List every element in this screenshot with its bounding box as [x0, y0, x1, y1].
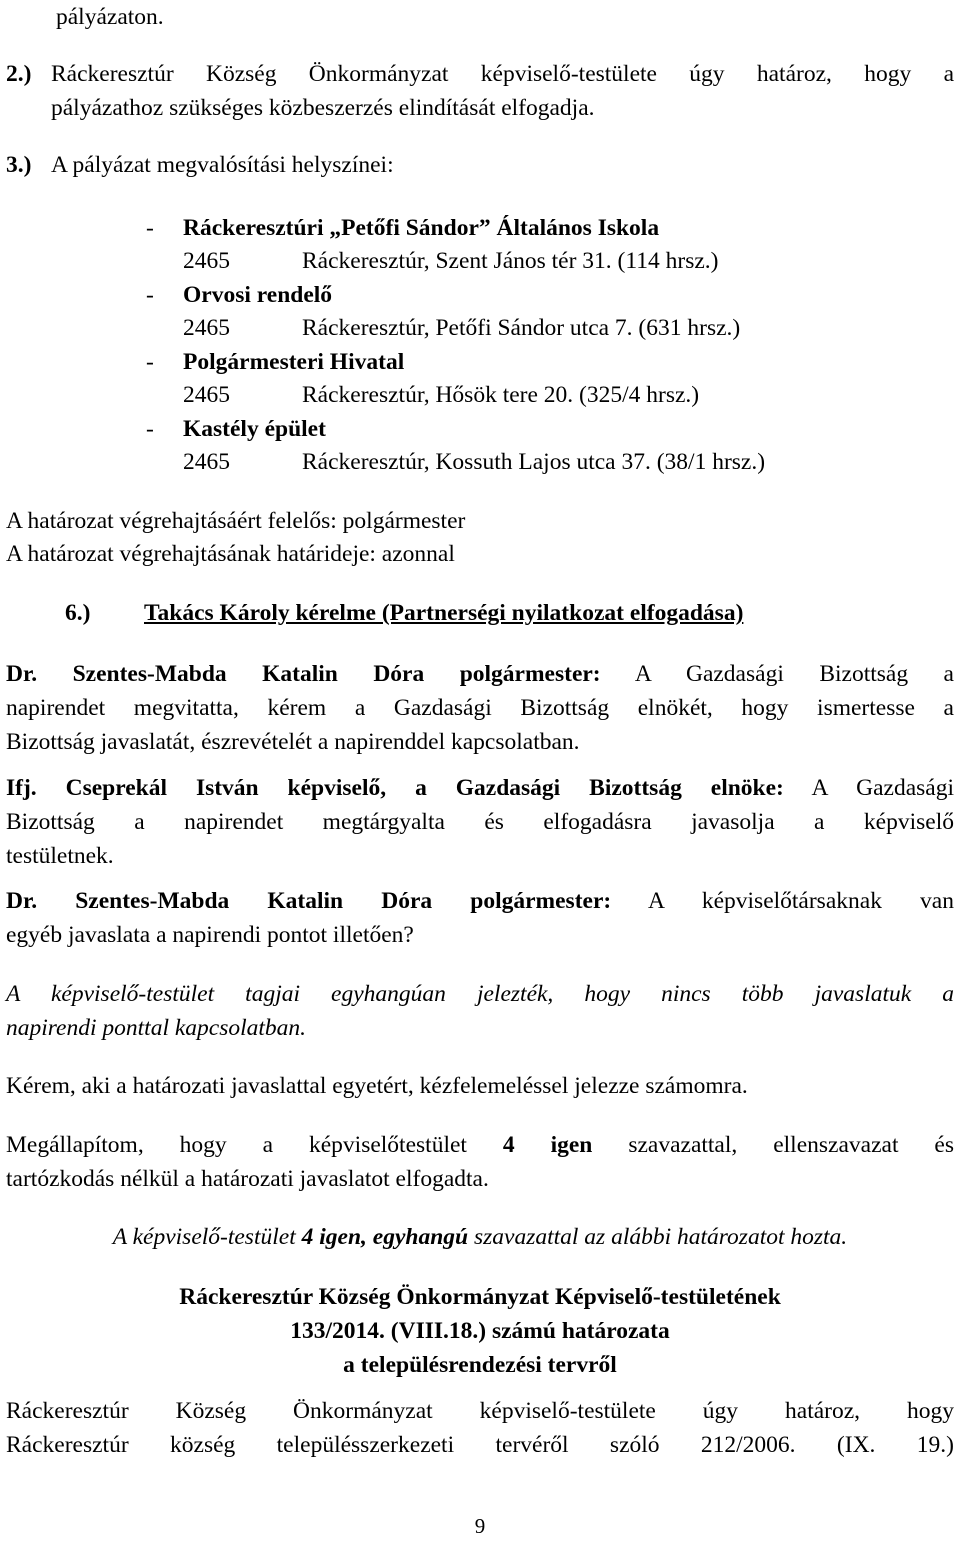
speech-text: A Gazdasági Bizottság a	[634, 661, 954, 687]
point-3-number: 3.)	[6, 152, 32, 178]
intro-tail: pályázaton.	[56, 4, 164, 30]
resolution-title-line-1: Ráckeresztúr Község Önkormányzat Képviselő-testületének	[179, 1284, 781, 1310]
finding-line-1	[6, 1128, 954, 1162]
point-2-text: Ráckeresztúr Község Önkormányzat képviselő-testülete úgy határoz, hogy a	[51, 61, 954, 87]
agenda-6-title: Takács Károly kérelme (Partnerségi nyilatkozat elfogadása)	[144, 600, 744, 626]
body-text-line-2: Ráckeresztúr község településszerkezeti tervéről szóló 212/2006. (IX. 19.)	[6, 1432, 954, 1458]
point-3-text: A pályázat megvalósítási helyszínei:	[51, 152, 394, 178]
location-address: Ráckeresztúr, Hősök tere 20. (325/4 hrsz.)	[302, 382, 700, 408]
speech-1-line-2: napirendet megvitatta, kérem a Gazdasági Bizottság elnökét, hogy ismertesse a	[6, 695, 954, 721]
speech-2-line-2: Bizottság a napirendet megtárgyalta és elfogadásra javasolja a képviselő	[6, 809, 954, 835]
location-2	[0, 278, 960, 312]
speech-text: A Gazdasági	[811, 775, 954, 801]
speech-1-line-3: Bizottság javaslatát, észrevételét a napirenddel kapcsolatban.	[6, 729, 580, 755]
page-number: 9	[474, 1514, 486, 1538]
location-address: Ráckeresztúr, Petőfi Sándor utca 7. (631 hrsz.)	[302, 315, 741, 341]
location-dash: -	[146, 416, 154, 442]
finding-after: szavazattal, ellenszavazat és	[628, 1132, 954, 1158]
italic-note-line-1: A képviselő-testület tagjai egyhangúan jelezték, hogy nincs több javaslatuk a	[6, 981, 954, 1007]
location-2-address	[0, 311, 960, 345]
request-line: Kérem, aki a határozati javaslattal egyetért, kézfelemeléssel jelezze számomra.	[6, 1073, 748, 1099]
vote-note-bold: 4 igen, egyhangú	[301, 1224, 469, 1250]
vote-note	[0, 1220, 960, 1254]
location-3	[0, 345, 960, 379]
speech-3-line-1	[6, 884, 954, 918]
location-zip: 2465	[183, 382, 230, 408]
location-zip: 2465	[183, 248, 230, 274]
location-4-address	[0, 445, 960, 479]
location-zip: 2465	[183, 315, 230, 341]
speech-2-line-3: testületnek.	[6, 843, 114, 869]
speech-text: A képviselőtársaknak van	[648, 888, 954, 914]
vote-note-before: A képviselő-testület	[112, 1224, 296, 1250]
italic-note-line-2: napirendi ponttal kapcsolatban.	[6, 1015, 307, 1041]
speaker-name: Dr. Szentes-Mabda Katalin Dóra polgármester:	[6, 661, 601, 687]
location-address: Ráckeresztúr, Szent János tér 31. (114 hrsz.)	[302, 248, 719, 274]
location-name: Kastély épület	[183, 416, 326, 442]
location-3-address	[0, 378, 960, 412]
location-name: Ráckeresztúri „Petőfi Sándor” Általános Iskola	[183, 215, 660, 241]
location-dash: -	[146, 215, 154, 241]
location-1	[0, 211, 960, 245]
vote-note-after: szavazattal az alábbi határozatot hozta.	[473, 1224, 848, 1250]
speaker-name: Dr. Szentes-Mabda Katalin Dóra polgármester:	[6, 888, 612, 914]
resolution-title-line-2: 133/2014. (VIII.18.) számú határozata	[290, 1318, 670, 1344]
finding-before: Megállapítom, hogy a képviselőtestület	[6, 1132, 467, 1158]
location-dash: -	[146, 349, 154, 375]
location-name: Orvosi rendelő	[183, 282, 333, 308]
speech-2-line-1	[6, 771, 954, 805]
location-zip: 2465	[183, 449, 230, 475]
location-1-address	[0, 244, 960, 278]
finding-line-2: tartózkodás nélkül a határozati javaslatot elfogadta.	[6, 1166, 489, 1192]
point-2-line-2: pályázathoz szükséges közbeszerzés elindítását elfogadja.	[51, 95, 595, 121]
point-2-number: 2.)	[6, 61, 32, 87]
point-3-line	[6, 148, 954, 182]
speech-3-line-2: egyéb javaslata a napirendi pontot illetően?	[6, 922, 414, 948]
resolution-title-line-3: a településrendezési tervről	[343, 1352, 617, 1378]
location-name: Polgármesteri Hivatal	[183, 349, 405, 375]
agenda-6-number: 6.)	[65, 600, 91, 626]
body-text-line-1: Ráckeresztúr Község Önkormányzat képviselő-testülete úgy határoz, hogy	[6, 1398, 954, 1424]
location-dash: -	[146, 282, 154, 308]
point-2-line-1	[6, 57, 954, 91]
speech-1-line-1	[6, 657, 954, 691]
deadline-line: A határozat végrehajtásának határideje: azonnal	[6, 541, 455, 567]
agenda-6-heading	[65, 596, 954, 630]
responsible-line: A határozat végrehajtásáért felelős: polgármester	[6, 508, 466, 534]
finding-votes: 4 igen	[502, 1132, 593, 1158]
location-address: Ráckeresztúr, Kossuth Lajos utca 37. (38/1 hrsz.)	[302, 449, 766, 475]
speaker-name: Ifj. Cseprekál István képviselő, a Gazdasági Bizottság elnöke:	[6, 775, 784, 801]
location-4	[0, 412, 960, 446]
